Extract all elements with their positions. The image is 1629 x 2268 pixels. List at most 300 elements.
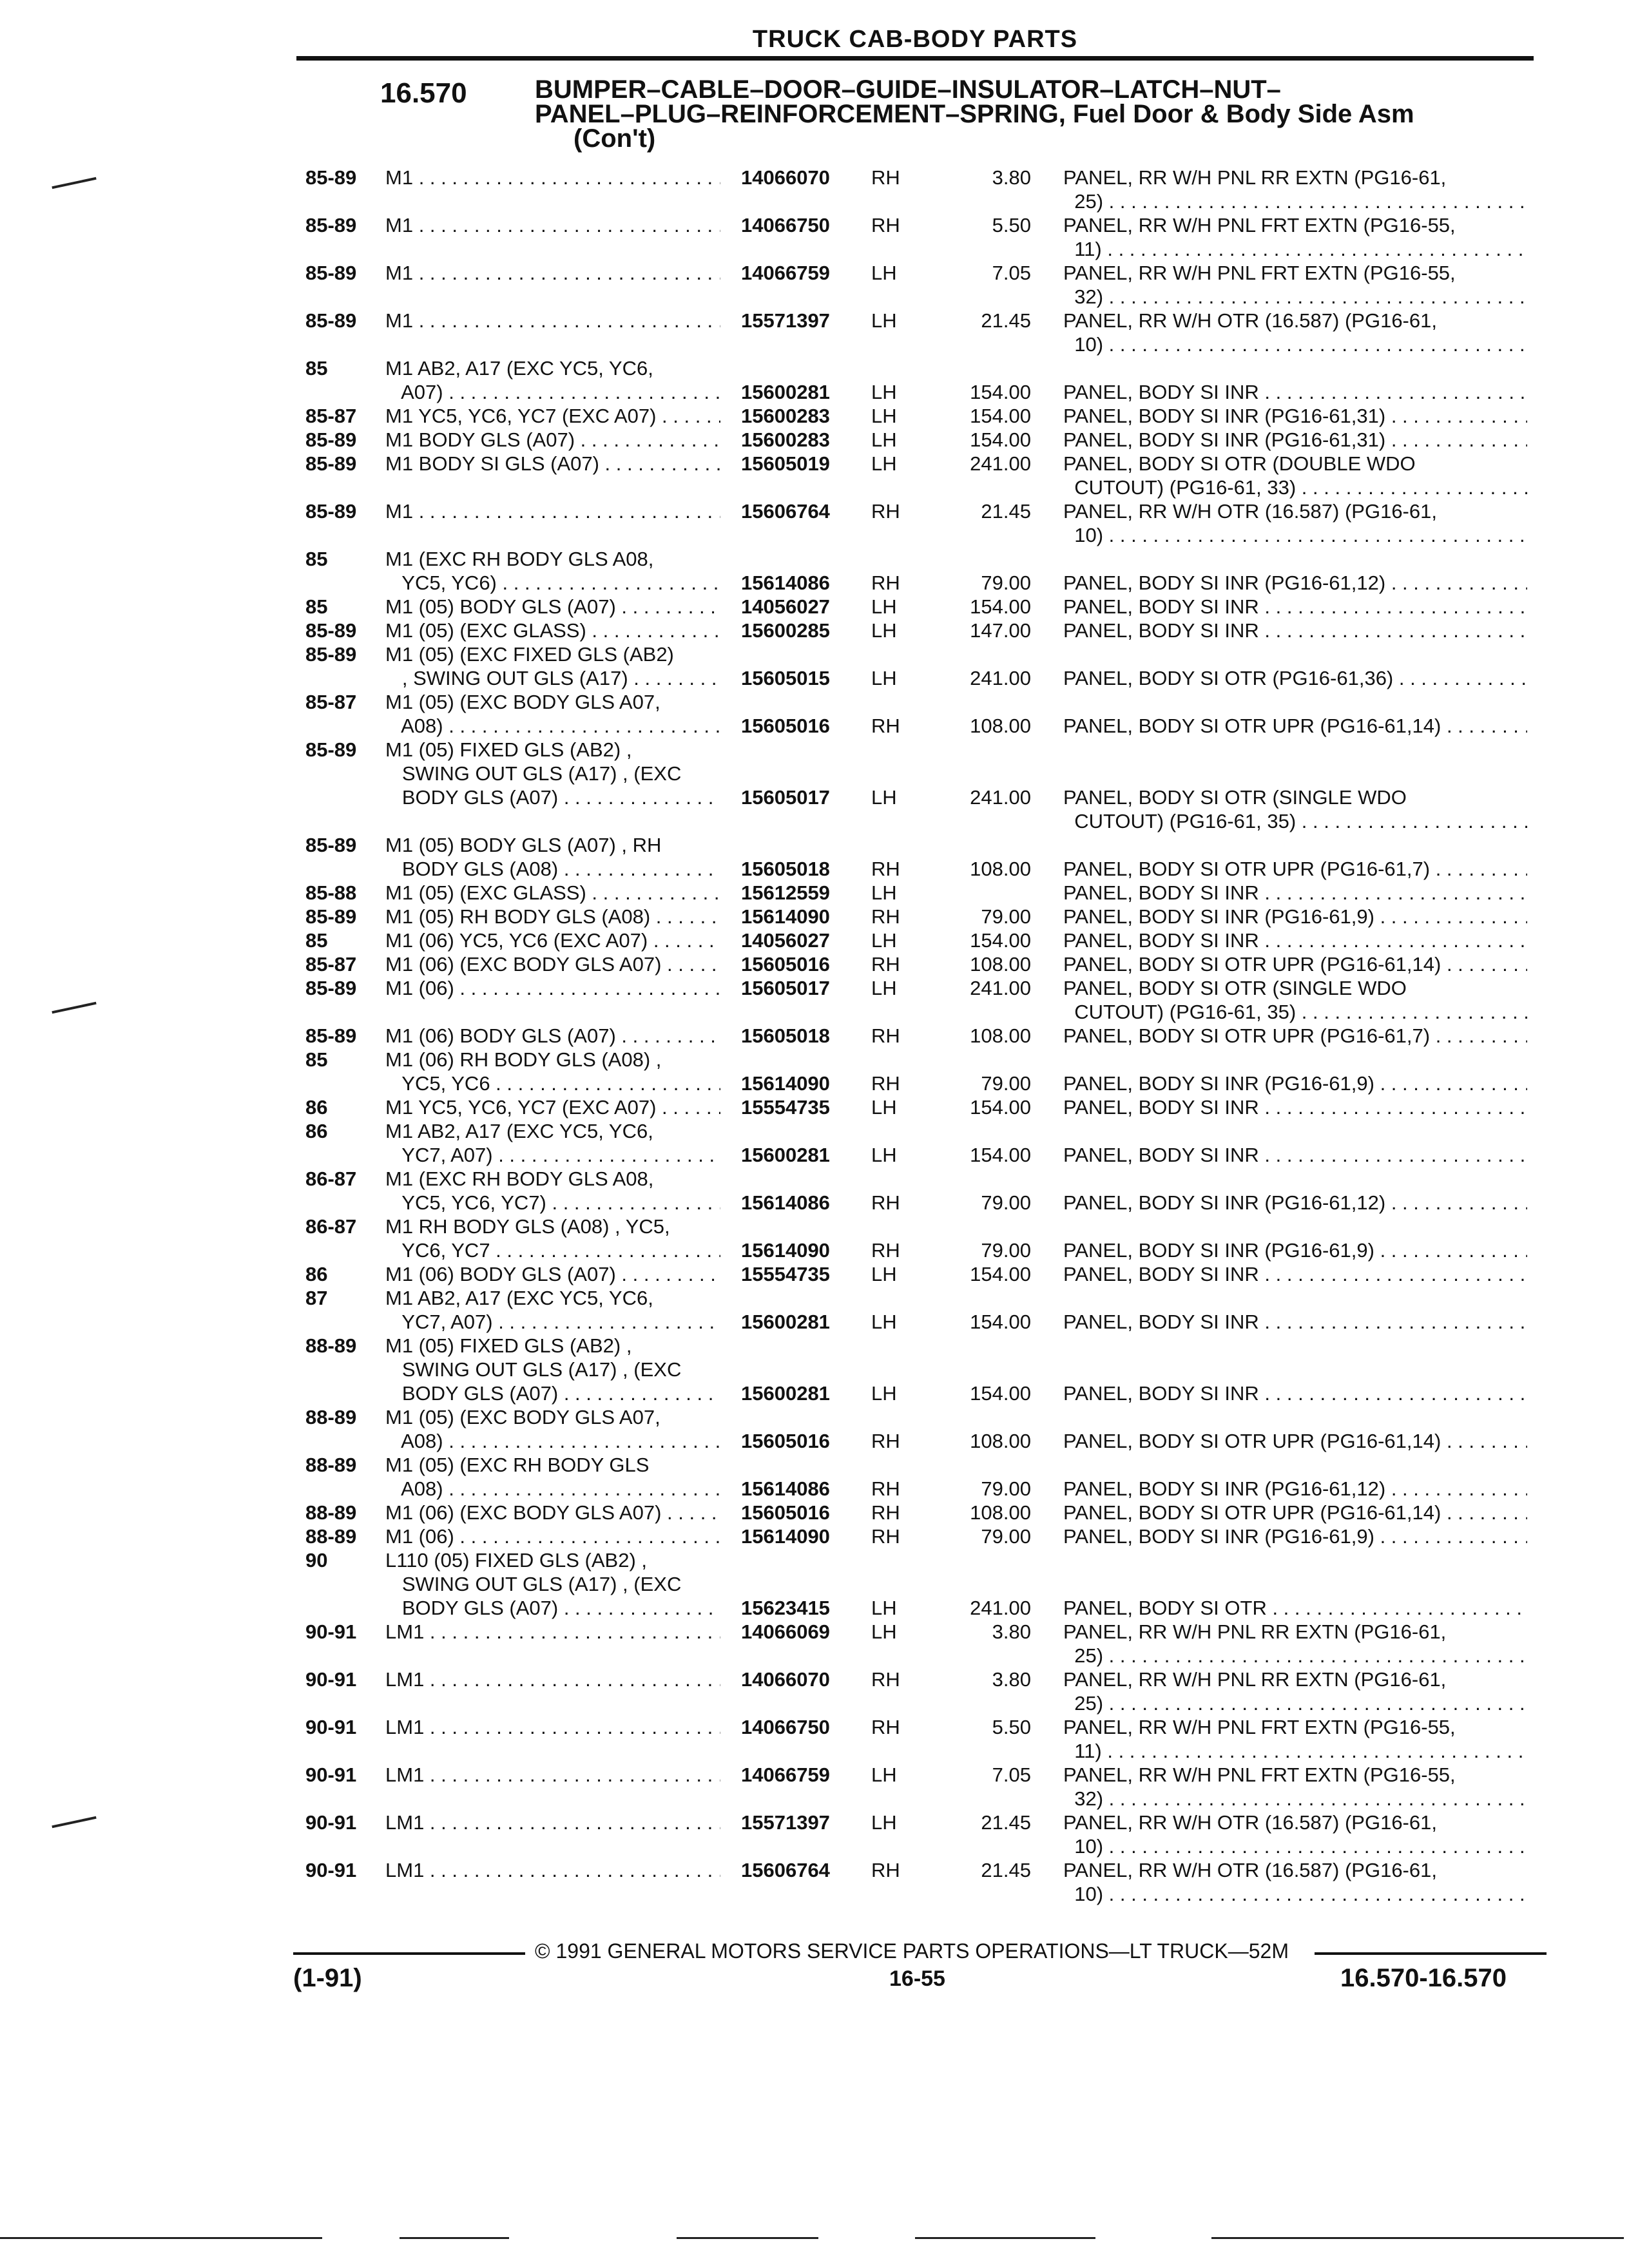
usage-description: M1 (EXC RH BODY GLS A08, <box>385 1168 654 1190</box>
table-row <box>0 1763 1629 1811</box>
table-row <box>0 1501 1629 1524</box>
side-code: LH <box>871 1382 897 1405</box>
table-row <box>0 1858 1629 1906</box>
usage-description: , SWING OUT GLS (A17) . . . <box>385 666 720 690</box>
unit-price: 154.00 <box>970 405 1031 427</box>
part-name: PANEL, RR W/H OTR (16.587) (PG16-61, <box>1063 1859 1437 1881</box>
part-name: 32) . . . <box>1063 1787 1527 1811</box>
side-code: RH <box>871 1859 900 1881</box>
table-row <box>0 833 1629 881</box>
unit-price: 154.00 <box>970 929 1031 952</box>
usage-description: A08) . . . <box>385 1429 720 1453</box>
part-name: 10) . . . <box>1063 1882 1527 1906</box>
side-code: RH <box>871 500 900 523</box>
model-years: 86-87 <box>305 1215 357 1238</box>
unit-price: 241.00 <box>970 667 1031 689</box>
table-row <box>0 1405 1629 1453</box>
usage-description: M1 (06) . . . <box>385 1524 720 1548</box>
model-years: 85-89 <box>305 1024 357 1047</box>
side-code: RH <box>871 953 900 975</box>
part-name: PANEL, RR W/H PNL RR EXTN (PG16-61, <box>1063 1620 1447 1643</box>
part-name: PANEL, RR W/H PNL FRT EXTN (PG16-55, <box>1063 1716 1456 1738</box>
unit-price: 79.00 <box>981 1525 1031 1548</box>
side-code: LH <box>871 619 897 642</box>
part-number: 15606764 <box>741 500 830 523</box>
model-years: 85-87 <box>305 953 357 975</box>
unit-price: 79.00 <box>981 1239 1031 1262</box>
scan-edge-line <box>1211 2237 1624 2239</box>
side-code: RH <box>871 1668 900 1691</box>
usage-description: M1 (06) BODY GLS (A07) . . . <box>385 1262 720 1286</box>
scan-edge-line <box>400 2237 509 2239</box>
usage-description: M1 (EXC RH BODY GLS A08, <box>385 548 654 570</box>
model-years: 88-89 <box>305 1501 357 1524</box>
usage-description: L110 (05) FIXED GLS (AB2) , <box>385 1549 648 1571</box>
usage-description: M1 YC5, YC6, YC7 (EXC A07) . . . <box>385 404 720 428</box>
model-years: 90-91 <box>305 1716 357 1738</box>
part-name: 10) . . . <box>1063 332 1527 356</box>
usage-description: M1 (05) BODY GLS (A07) . . . <box>385 595 720 619</box>
part-name: PANEL, BODY SI INR (PG16-61,9) . . . <box>1063 905 1527 928</box>
part-number: 14066070 <box>741 166 830 189</box>
side-code: LH <box>871 1144 897 1166</box>
unit-price: 5.50 <box>992 214 1031 236</box>
table-row <box>0 1548 1629 1620</box>
usage-description: M1 (05) (EXC RH BODY GLS <box>385 1454 650 1476</box>
usage-description: YC5, YC6 . . . <box>385 1072 720 1095</box>
scan-edge-line <box>915 2237 1095 2239</box>
side-code: RH <box>871 1072 900 1095</box>
table-row <box>0 928 1629 952</box>
part-number: 15605015 <box>741 667 830 689</box>
unit-price: 79.00 <box>981 572 1031 594</box>
usage-description: SWING OUT GLS (A17) , (EXC <box>385 1573 682 1595</box>
part-number: 15605016 <box>741 715 830 737</box>
usage-description: M1 (05) (EXC BODY GLS A07, <box>385 1406 660 1428</box>
model-years: 85 <box>305 357 328 380</box>
part-name: PANEL, BODY SI OTR (DOUBLE WDO <box>1063 452 1416 475</box>
table-row <box>0 1667 1629 1715</box>
usage-description: M1 (05) RH BODY GLS (A08) . . . <box>385 905 720 928</box>
part-name: PANEL, RR W/H PNL FRT EXTN (PG16-55, <box>1063 1763 1456 1786</box>
part-name: PANEL, BODY SI INR . . . <box>1063 380 1527 404</box>
unit-price: 108.00 <box>970 858 1031 880</box>
unit-price: 21.45 <box>981 309 1031 332</box>
unit-price: 147.00 <box>970 619 1031 642</box>
side-code: RH <box>871 1716 900 1738</box>
model-years: 86 <box>305 1120 328 1142</box>
part-number: 14066759 <box>741 1763 830 1786</box>
model-years: 90-91 <box>305 1763 357 1786</box>
usage-description: M1 (06) RH BODY GLS (A08) , <box>385 1048 662 1071</box>
section-number: 16.570 <box>380 77 467 109</box>
part-name: PANEL, BODY SI OTR UPR (PG16-61,14) . . . <box>1063 952 1527 976</box>
model-years: 85-87 <box>305 691 357 713</box>
side-code: LH <box>871 881 897 904</box>
part-name: 11) . . . <box>1063 1739 1527 1763</box>
table-row <box>0 452 1629 499</box>
table-row <box>0 642 1629 690</box>
table-row <box>0 404 1629 428</box>
unit-price: 154.00 <box>970 595 1031 618</box>
unit-price: 154.00 <box>970 381 1031 403</box>
table-row <box>0 738 1629 833</box>
side-code: LH <box>871 262 897 284</box>
part-name: 10) . . . <box>1063 523 1527 547</box>
usage-description: M1 . . . <box>385 499 720 523</box>
part-number: 15605018 <box>741 858 830 880</box>
section-title <box>535 77 1553 151</box>
model-years: 85-89 <box>305 738 357 761</box>
model-years: 85-89 <box>305 452 357 475</box>
unit-price: 7.05 <box>992 1763 1031 1786</box>
model-years: 85-89 <box>305 262 357 284</box>
page-title: TRUCK CAB-BODY PARTS <box>752 26 1078 53</box>
table-row <box>0 213 1629 261</box>
side-code: LH <box>871 595 897 618</box>
page-header <box>296 26 1534 61</box>
side-code: RH <box>871 1024 900 1047</box>
model-years: 90-91 <box>305 1620 357 1643</box>
table-row <box>0 309 1629 356</box>
part-number: 15612559 <box>741 881 830 904</box>
part-name: PANEL, BODY SI OTR UPR (PG16-61,7) . . . <box>1063 1024 1527 1048</box>
part-number: 14056027 <box>741 929 830 952</box>
unit-price: 79.00 <box>981 1072 1031 1095</box>
part-name: CUTOUT) (PG16-61, 35) . . . <box>1063 809 1527 833</box>
model-years: 86-87 <box>305 1168 357 1190</box>
usage-description: YC6, YC7 . . . <box>385 1238 720 1262</box>
part-number: 15623415 <box>741 1597 830 1619</box>
usage-description: M1 (06) (EXC BODY GLS A07) . . . <box>385 1501 720 1524</box>
usage-description: BODY GLS (A08) . . . <box>385 857 720 881</box>
table-row <box>0 1215 1629 1262</box>
side-code: RH <box>871 858 900 880</box>
part-name: 11) . . . <box>1063 237 1527 261</box>
model-years: 85-88 <box>305 881 357 904</box>
part-number: 14066070 <box>741 1668 830 1691</box>
part-name: PANEL, BODY SI OTR (PG16-61,36) . . . <box>1063 666 1527 690</box>
part-name: PANEL, BODY SI INR (PG16-61,12) . . . <box>1063 1477 1527 1501</box>
section-title-line-2: PANEL–PLUG–REINFORCEMENT–SPRING, Fuel Door & Body Side Asm <box>535 100 1414 128</box>
model-years: 85-89 <box>305 619 357 642</box>
model-years: 85-89 <box>305 309 357 332</box>
part-name: PANEL, BODY SI INR (PG16-61,9) . . . <box>1063 1238 1527 1262</box>
table-row <box>0 428 1629 452</box>
usage-description: YC7, A07) . . . <box>385 1310 720 1334</box>
part-number: 15606764 <box>741 1859 830 1881</box>
unit-price: 3.80 <box>992 1620 1031 1643</box>
usage-description: M1 AB2, A17 (EXC YC5, YC6, <box>385 1120 653 1142</box>
part-number: 15614086 <box>741 1191 830 1214</box>
unit-price: 108.00 <box>970 1501 1031 1524</box>
part-name: 25) . . . <box>1063 1691 1527 1715</box>
part-name: PANEL, BODY SI INR . . . <box>1063 1310 1527 1334</box>
usage-description: SWING OUT GLS (A17) , (EXC <box>385 1358 682 1381</box>
table-row <box>0 1811 1629 1858</box>
table-row <box>0 690 1629 738</box>
usage-description: LM1 . . . <box>385 1620 720 1644</box>
part-number: 15614090 <box>741 905 830 928</box>
side-code: LH <box>871 1811 897 1834</box>
table-row <box>0 1453 1629 1501</box>
table-row <box>0 976 1629 1024</box>
footer-copyright: © 1991 GENERAL MOTORS SERVICE PARTS OPERATIONS—LT TRUCK—52M <box>535 1939 1289 1963</box>
part-name: PANEL, BODY SI OTR UPR (PG16-61,7) . . . <box>1063 857 1527 881</box>
table-row <box>0 595 1629 619</box>
unit-price: 241.00 <box>970 977 1031 999</box>
table-row <box>0 1167 1629 1215</box>
side-code: LH <box>871 309 897 332</box>
usage-description: YC7, A07) . . . <box>385 1143 720 1167</box>
usage-description: M1 . . . <box>385 213 720 237</box>
part-name: PANEL, BODY SI INR (PG16-61,12) . . . <box>1063 571 1527 595</box>
part-number: 15605016 <box>741 1501 830 1524</box>
scan-edge-line <box>677 2237 818 2239</box>
usage-description: A08) . . . <box>385 1477 720 1501</box>
part-name: PANEL, RR W/H PNL RR EXTN (PG16-61, <box>1063 1668 1447 1691</box>
part-name: PANEL, BODY SI INR . . . <box>1063 928 1527 952</box>
unit-price: 21.45 <box>981 1811 1031 1834</box>
part-name: PANEL, BODY SI INR . . . <box>1063 595 1527 619</box>
usage-description: M1 (05) (EXC FIXED GLS (AB2) <box>385 643 674 666</box>
part-number: 15600281 <box>741 381 830 403</box>
part-name: PANEL, BODY SI OTR (SINGLE WDO <box>1063 977 1407 999</box>
usage-description: A08) . . . <box>385 714 720 738</box>
usage-description: M1 BODY SI GLS (A07) . . . <box>385 452 720 476</box>
unit-price: 79.00 <box>981 1477 1031 1500</box>
unit-price: 3.80 <box>992 166 1031 189</box>
part-number: 15614090 <box>741 1072 830 1095</box>
footer-page-number: 16-55 <box>889 1966 945 1991</box>
usage-description: M1 AB2, A17 (EXC YC5, YC6, <box>385 1287 653 1309</box>
side-code: RH <box>871 715 900 737</box>
side-code: LH <box>871 1597 897 1619</box>
unit-price: 21.45 <box>981 500 1031 523</box>
unit-price: 108.00 <box>970 1430 1031 1452</box>
part-number: 15571397 <box>741 309 830 332</box>
side-code: RH <box>871 214 900 236</box>
side-code: LH <box>871 381 897 403</box>
unit-price: 154.00 <box>970 1382 1031 1405</box>
model-years: 90-91 <box>305 1668 357 1691</box>
part-name: PANEL, BODY SI INR . . . <box>1063 1095 1527 1119</box>
usage-description: M1 (06) (EXC BODY GLS A07) . . . <box>385 952 720 976</box>
part-name: CUTOUT) (PG16-61, 35) . . . <box>1063 1000 1527 1024</box>
usage-description: BODY GLS (A07) . . . <box>385 785 720 809</box>
model-years: 85-89 <box>305 643 357 666</box>
part-name: PANEL, BODY SI INR . . . <box>1063 1381 1527 1405</box>
part-name: PANEL, RR W/H PNL RR EXTN (PG16-61, <box>1063 166 1447 189</box>
table-row <box>0 905 1629 928</box>
part-name: 10) . . . <box>1063 1834 1527 1858</box>
part-name: PANEL, BODY SI INR . . . <box>1063 881 1527 905</box>
table-row <box>0 619 1629 642</box>
unit-price: 21.45 <box>981 1859 1031 1881</box>
usage-description: BODY GLS (A07) . . . <box>385 1381 720 1405</box>
model-years: 85-89 <box>305 977 357 999</box>
usage-description: SWING OUT GLS (A17) , (EXC <box>385 762 682 785</box>
table-row <box>0 1262 1629 1286</box>
usage-description: M1 (05) FIXED GLS (AB2) , <box>385 738 632 761</box>
section-title-line-1: BUMPER–CABLE–DOOR–GUIDE–INSULATOR–LATCH–NUT– <box>535 75 1281 104</box>
part-number: 15605019 <box>741 452 830 475</box>
model-years: 85 <box>305 929 328 952</box>
part-number: 15600281 <box>741 1144 830 1166</box>
unit-price: 3.80 <box>992 1668 1031 1691</box>
part-number: 14066750 <box>741 214 830 236</box>
usage-description: M1 (06) YC5, YC6 (EXC A07) . . . <box>385 928 720 952</box>
side-code: LH <box>871 977 897 999</box>
usage-description: YC5, YC6, YC7) . . . <box>385 1191 720 1215</box>
usage-description: A07) . . . <box>385 380 720 404</box>
side-code: LH <box>871 1763 897 1786</box>
part-number: 15605016 <box>741 953 830 975</box>
part-number: 15600283 <box>741 428 830 451</box>
parts-list <box>0 166 1629 1906</box>
table-row <box>0 1334 1629 1405</box>
side-code: LH <box>871 452 897 475</box>
model-years: 88-89 <box>305 1406 357 1428</box>
side-code: LH <box>871 929 897 952</box>
model-years: 85 <box>305 595 328 618</box>
unit-price: 154.00 <box>970 1144 1031 1166</box>
model-years: 85-89 <box>305 500 357 523</box>
usage-description: M1 (05) (EXC GLASS) . . . <box>385 881 720 905</box>
table-row <box>0 1524 1629 1548</box>
part-name: PANEL, RR W/H OTR (16.587) (PG16-61, <box>1063 1811 1437 1834</box>
usage-description: M1 (05) FIXED GLS (AB2) , <box>385 1334 632 1357</box>
part-name: PANEL, RR W/H OTR (16.587) (PG16-61, <box>1063 500 1437 523</box>
usage-description: LM1 . . . <box>385 1715 720 1739</box>
side-code: RH <box>871 1501 900 1524</box>
part-number: 15614090 <box>741 1525 830 1548</box>
part-name: PANEL, RR W/H PNL FRT EXTN (PG16-55, <box>1063 214 1456 236</box>
unit-price: 108.00 <box>970 953 1031 975</box>
usage-description: LM1 . . . <box>385 1763 720 1787</box>
part-number: 14056027 <box>741 595 830 618</box>
model-years: 88-89 <box>305 1334 357 1357</box>
usage-description: M1 (05) (EXC GLASS) . . . <box>385 619 720 642</box>
part-name: PANEL, BODY SI INR . . . <box>1063 1262 1527 1286</box>
footer-rule-right <box>1315 1952 1547 1955</box>
table-row <box>0 1620 1629 1667</box>
part-number: 15554735 <box>741 1096 830 1119</box>
table-row <box>0 547 1629 595</box>
part-name: PANEL, BODY SI OTR . . . <box>1063 1596 1527 1620</box>
model-years: 86 <box>305 1263 328 1285</box>
part-number: 14066750 <box>741 1716 830 1738</box>
table-row <box>0 499 1629 547</box>
part-number: 15614090 <box>741 1239 830 1262</box>
side-code: RH <box>871 1191 900 1214</box>
part-name: 25) . . . <box>1063 1644 1527 1667</box>
model-years: 85 <box>305 1048 328 1071</box>
side-code: RH <box>871 1525 900 1548</box>
table-row <box>0 1048 1629 1095</box>
side-code: LH <box>871 1096 897 1119</box>
table-row <box>0 1095 1629 1119</box>
unit-price: 79.00 <box>981 905 1031 928</box>
part-name: PANEL, RR W/H OTR (16.587) (PG16-61, <box>1063 309 1437 332</box>
model-years: 85 <box>305 548 328 570</box>
part-name: PANEL, BODY SI INR (PG16-61,9) . . . <box>1063 1072 1527 1095</box>
part-name: 32) . . . <box>1063 285 1527 309</box>
table-row <box>0 1024 1629 1048</box>
part-number: 14066759 <box>741 262 830 284</box>
model-years: 88-89 <box>305 1454 357 1476</box>
part-name: 25) . . . <box>1063 189 1527 213</box>
model-years: 85-89 <box>305 905 357 928</box>
part-name: PANEL, BODY SI OTR (SINGLE WDO <box>1063 786 1407 809</box>
part-name: PANEL, BODY SI INR (PG16-61,31) . . . <box>1063 404 1527 428</box>
side-code: LH <box>871 1620 897 1643</box>
part-name: PANEL, BODY SI INR . . . <box>1063 619 1527 642</box>
section-title-continued: (Con't) <box>574 124 656 153</box>
unit-price: 108.00 <box>970 715 1031 737</box>
model-years: 85-89 <box>305 834 357 856</box>
part-number: 15600283 <box>741 405 830 427</box>
part-number: 15600281 <box>741 1311 830 1333</box>
usage-description: M1 . . . <box>385 166 720 189</box>
side-code: RH <box>871 166 900 189</box>
side-code: RH <box>871 1477 900 1500</box>
usage-description: M1 . . . <box>385 261 720 285</box>
table-row <box>0 356 1629 404</box>
model-years: 88-89 <box>305 1525 357 1548</box>
usage-description: LM1 . . . <box>385 1858 720 1882</box>
side-code: RH <box>871 905 900 928</box>
part-number: 15571397 <box>741 1811 830 1834</box>
part-number: 15605018 <box>741 1024 830 1047</box>
unit-price: 154.00 <box>970 1096 1031 1119</box>
usage-description: M1 (06) BODY GLS (A07) . . . <box>385 1024 720 1048</box>
usage-description: M1 (06) . . . <box>385 976 720 1000</box>
part-name: PANEL, BODY SI OTR UPR (PG16-61,14) . . . <box>1063 1501 1527 1524</box>
usage-description: YC5, YC6) . . . <box>385 571 720 595</box>
model-years: 85-89 <box>305 428 357 451</box>
side-code: LH <box>871 786 897 809</box>
unit-price: 241.00 <box>970 1597 1031 1619</box>
usage-description: M1 . . . <box>385 309 720 332</box>
side-code: LH <box>871 667 897 689</box>
part-name: PANEL, BODY SI OTR UPR (PG16-61,14) . . . <box>1063 1429 1527 1453</box>
unit-price: 5.50 <box>992 1716 1031 1738</box>
side-code: RH <box>871 572 900 594</box>
part-number: 15600281 <box>741 1382 830 1405</box>
table-row <box>0 1715 1629 1763</box>
model-years: 85-89 <box>305 214 357 236</box>
unit-price: 241.00 <box>970 786 1031 809</box>
unit-price: 154.00 <box>970 1311 1031 1333</box>
table-row <box>0 1119 1629 1167</box>
unit-price: 154.00 <box>970 428 1031 451</box>
usage-description: M1 YC5, YC6, YC7 (EXC A07) . . . <box>385 1095 720 1119</box>
scan-edge-line <box>0 2237 322 2239</box>
model-years: 85-87 <box>305 405 357 427</box>
usage-description: M1 (05) BODY GLS (A07) , RH <box>385 834 662 856</box>
side-code: LH <box>871 428 897 451</box>
unit-price: 108.00 <box>970 1024 1031 1047</box>
table-row <box>0 1286 1629 1334</box>
part-name: PANEL, BODY SI INR (PG16-61,31) . . . <box>1063 428 1527 452</box>
unit-price: 241.00 <box>970 452 1031 475</box>
part-number: 15600285 <box>741 619 830 642</box>
model-years: 87 <box>305 1287 328 1309</box>
part-number: 15614086 <box>741 572 830 594</box>
model-years: 86 <box>305 1096 328 1119</box>
part-number: 15605017 <box>741 977 830 999</box>
